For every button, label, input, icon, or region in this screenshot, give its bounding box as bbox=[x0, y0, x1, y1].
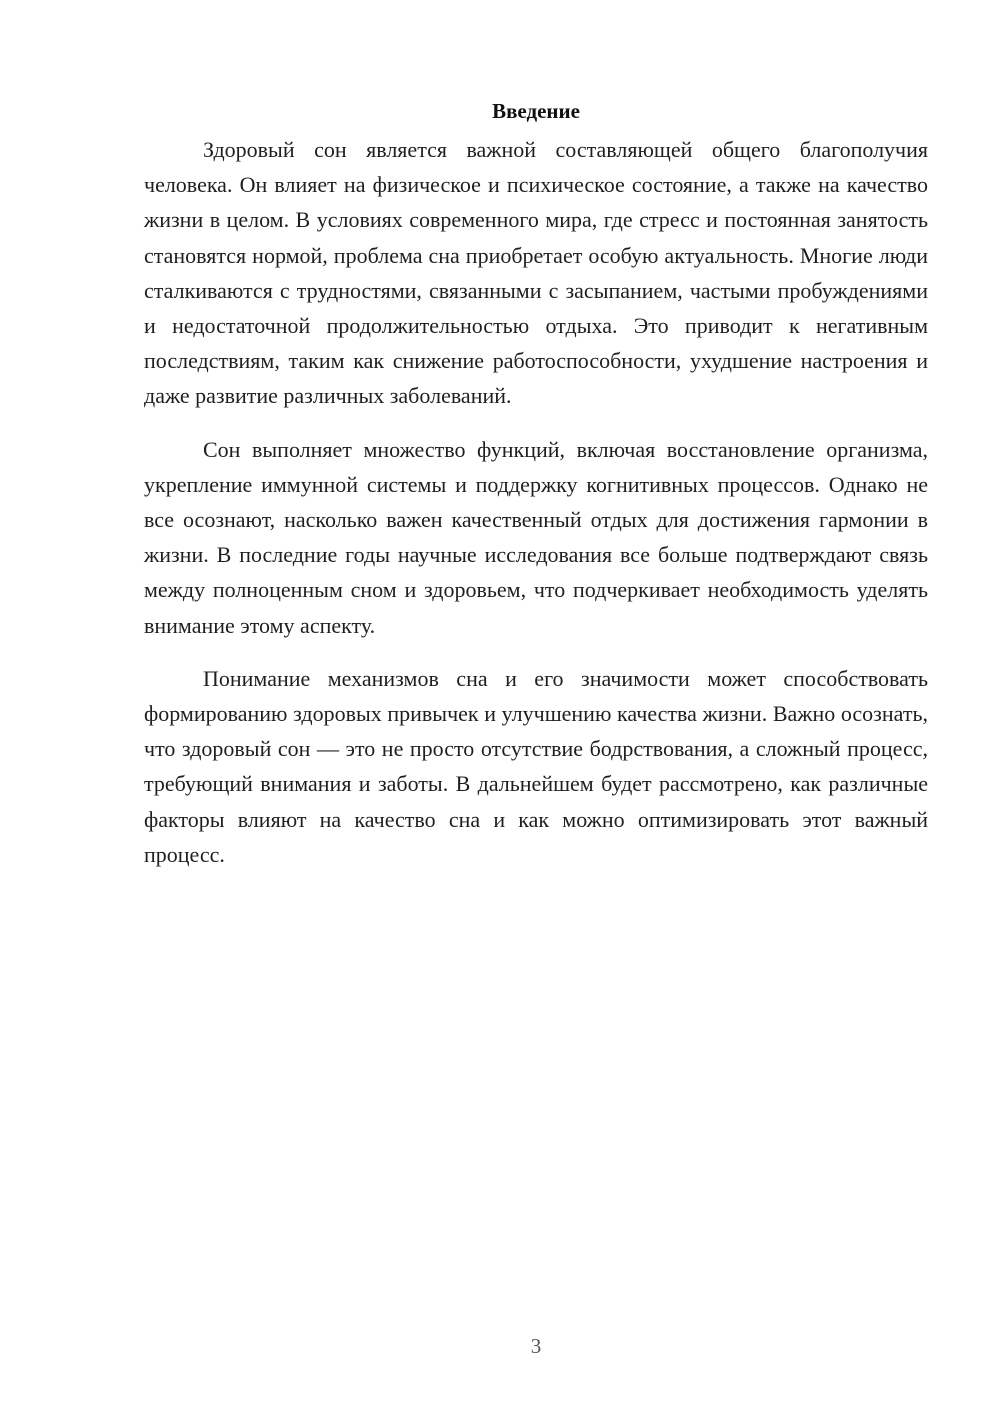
paragraph-3: Понимание механизмов сна и его значимости может способствовать формированию здоровых привычек и улучшению качества жизни. Важно осознать, что здоровый сон — это не просто отсутствие бодрствования, а сложный процесс, требующий внимания и заботы. В дальнейшем будет рассмотрено, как различные факторы влияют на качество сна и как можно оптимизировать этот важный процесс. bbox=[144, 665, 928, 867]
paragraph-2: Сон выполняет множество функций, включая восстановление организма, укрепление иммунной системы и поддержку когнитивных процессов. Однако не все осознают, насколько важен качественный отдых для достижения гармонии в жизни. В последние годы научные исследования все больше подтверждают связь между полноценным сном и здоровьем, что подчеркивает необходимость уделять внимание этому аспекту. bbox=[144, 436, 928, 638]
section-heading: Введение bbox=[492, 99, 580, 123]
page-number: 3 bbox=[530, 1334, 542, 1358]
page-content bbox=[144, 96, 928, 872]
paragraph-1: Здоровый сон является важной составляющей общего благополучия человека. Он влияет на физическое и психическое состояние, а также на качество жизни в целом. В условиях современного мира, где стресс и постоянная занятость становятся нормой, проблема сна приобретает особую актуальность. Многие люди сталкиваются с трудностями, связанными с засыпанием, частыми пробуждениями и недостаточной продолжительностью отдыха. Это приводит к негативным последствиям, таким как снижение работоспособности, ухудшение настроения и даже развитие различных заболеваний. bbox=[144, 137, 928, 409]
